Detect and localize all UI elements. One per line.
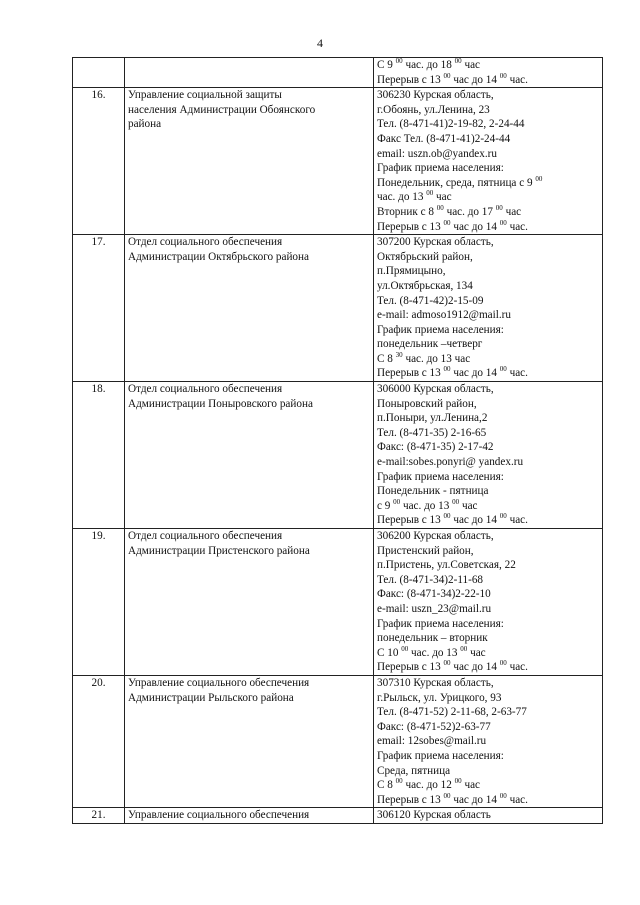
contact-info-line <box>377 250 599 265</box>
contact-info-text: Понедельник, среда, пятница с 9 <box>377 176 536 189</box>
contact-info-line <box>377 190 599 205</box>
contact-info-text: e-mail: uszn_23@mail.ru <box>377 602 492 615</box>
contact-info-text: час. <box>506 661 528 674</box>
contact-info-text: Понедельник - пятница <box>377 485 489 498</box>
contact-info-line <box>377 294 599 309</box>
row-number-cell: 19. <box>73 529 125 676</box>
contact-info-text: 306000 Курская область, <box>377 383 494 396</box>
contact-info-line <box>377 132 599 147</box>
row-number-cell <box>73 58 125 88</box>
time-minutes-superscript: 00 <box>443 71 451 80</box>
contact-info-line <box>377 764 599 779</box>
contact-info-line <box>377 352 599 367</box>
time-minutes-superscript: 00 <box>393 497 401 506</box>
contact-info-line <box>377 264 599 279</box>
contact-info-text: 307200 Курская область, <box>377 236 494 249</box>
contact-info-text: С 8 <box>377 352 396 365</box>
contact-info-text: Факс: (8-471-52)2-63-77 <box>377 720 491 733</box>
time-minutes-superscript: 00 <box>499 659 507 668</box>
contact-info-text: Факс Тел. (8-471-41)2-24-44 <box>377 132 511 145</box>
contact-info-text: e-mail: admoso1912@mail.ru <box>377 309 511 322</box>
contact-info-text: час до 14 <box>450 661 500 674</box>
time-minutes-superscript: 30 <box>395 350 403 359</box>
time-minutes-superscript: 00 <box>454 777 462 786</box>
contact-info-line <box>377 558 599 573</box>
contact-info-line <box>377 720 599 735</box>
contact-info-text: email: uszn.ob@yandex.ru <box>377 147 497 160</box>
contact-info-text: Вторник с 8 <box>377 205 437 218</box>
time-minutes-superscript: 00 <box>499 218 507 227</box>
contact-info-text: Тел. (8-471-35) 2-16-65 <box>377 426 487 439</box>
organization-name-line: Отдел социального обеспечения <box>128 236 283 249</box>
time-minutes-superscript: 00 <box>395 57 403 65</box>
contact-info-text: час <box>467 646 486 659</box>
time-minutes-superscript: 00 <box>452 497 460 506</box>
contact-info-text: Факс: (8-471-34)2-22-10 <box>377 588 491 601</box>
contact-info-text: 307310 Курская область, <box>377 676 494 689</box>
contact-info-text: час. <box>506 73 528 86</box>
organization-name-line: Администрации Пристенского района <box>128 544 310 557</box>
contact-info-text: п.Поныри, ул.Ленина,2 <box>377 412 488 425</box>
contact-info-line <box>377 382 599 397</box>
contact-info-line <box>377 529 599 544</box>
contact-info-line <box>377 279 599 294</box>
time-minutes-superscript: 00 <box>436 203 444 212</box>
contact-info-line <box>377 88 599 103</box>
organization-name-cell <box>125 808 374 824</box>
contact-info-text: час. <box>506 220 528 233</box>
contact-info-line <box>377 587 599 602</box>
contact-info-cell <box>374 88 603 235</box>
contact-info-text: час до 14 <box>450 220 500 233</box>
contact-info-line <box>377 366 599 381</box>
time-minutes-superscript: 00 <box>535 174 543 183</box>
contact-info-text: час до 14 <box>450 367 500 380</box>
contact-info-line <box>377 793 599 808</box>
contact-info-text: 306230 Курская область, <box>377 89 494 102</box>
time-minutes-superscript: 00 <box>499 791 507 800</box>
time-minutes-superscript: 00 <box>443 791 451 800</box>
contact-info-text: час до 14 <box>450 514 500 527</box>
contact-info-cell <box>374 675 603 807</box>
organization-name-line: Администрации Октябрьского района <box>128 250 309 263</box>
row-number-cell: 20. <box>73 675 125 807</box>
table-row <box>73 808 603 824</box>
contact-info-text: час. до 12 <box>402 779 455 792</box>
contact-info-text: час. <box>506 514 528 527</box>
contact-info-line <box>377 660 599 675</box>
contact-info-text: Перерыв с 13 <box>377 514 444 527</box>
contact-info-text: п.Пристень, ул.Советская, 22 <box>377 559 516 572</box>
table-row <box>73 58 603 88</box>
contact-info-line <box>377 58 599 73</box>
contact-info-text: Среда, пятница <box>377 764 451 777</box>
contact-info-line <box>377 455 599 470</box>
row-number-cell: 18. <box>73 382 125 529</box>
organization-name-line: района <box>128 118 162 131</box>
contact-info-text: Перерыв с 13 <box>377 367 444 380</box>
organization-name-cell <box>125 675 374 807</box>
organization-name-line: населения Администрации Обоянского <box>128 103 316 116</box>
contact-info-text: График приема населения: <box>377 162 504 175</box>
table-body <box>73 58 603 824</box>
time-minutes-superscript: 00 <box>499 365 507 374</box>
organization-name-cell <box>125 529 374 676</box>
contact-info-text: Перерыв с 13 <box>377 793 444 806</box>
contact-info-text: час. до 18 <box>402 59 455 71</box>
time-minutes-superscript: 00 <box>460 644 468 653</box>
contact-info-text: ул.Октябрьская, 134 <box>377 279 473 292</box>
row-number-cell: 16. <box>73 88 125 235</box>
time-minutes-superscript: 00 <box>401 644 409 653</box>
contact-info-text: час. до 17 <box>443 205 496 218</box>
contact-info-text: час <box>461 779 481 792</box>
contact-info-text: График приема населения: <box>377 617 504 630</box>
table-row <box>73 88 603 235</box>
organization-name-line: Отдел социального обеспечения <box>128 383 283 396</box>
contact-info-text: e-mail:sobes.ponyri@ yandex.ru <box>377 456 524 469</box>
contact-info-line <box>377 73 599 88</box>
contact-info-line <box>377 176 599 191</box>
contact-info-cell <box>374 808 603 824</box>
time-minutes-superscript: 00 <box>443 512 451 521</box>
contact-info-text: График приема населения: <box>377 323 504 336</box>
contact-info-line <box>377 426 599 441</box>
contact-info-line <box>377 220 599 235</box>
table-row <box>73 382 603 529</box>
contact-info-text: Перерыв с 13 <box>377 220 444 233</box>
contact-info-text: 306200 Курская область, <box>377 530 494 542</box>
contact-info-line <box>377 631 599 646</box>
contact-info-line <box>377 235 599 250</box>
contact-info-line <box>377 161 599 176</box>
contact-info-cell <box>374 382 603 529</box>
contact-info-text: С 9 <box>377 59 396 71</box>
contact-info-text: Пристенский район, <box>377 544 474 557</box>
contact-info-text: час. до 13 <box>400 499 453 512</box>
contact-info-text: Тел. (8-471-41)2-19-82, 2-24-44 <box>377 118 525 131</box>
contact-info-line <box>377 544 599 559</box>
contact-info-text: час. <box>506 793 528 806</box>
organization-name-line: Управление социального обеспечения <box>128 676 310 689</box>
contact-info-text: Тел. (8-471-34)2-11-68 <box>377 573 484 586</box>
time-minutes-superscript: 00 <box>443 365 451 374</box>
contact-info-text: г.Рыльск, ул. Урицкого, 93 <box>377 691 502 704</box>
contact-info-line <box>377 602 599 617</box>
organization-name-cell <box>125 382 374 529</box>
row-number-cell: 21. <box>73 808 125 824</box>
organization-name-line: Отдел социального обеспечения <box>128 530 283 542</box>
contact-info-text: час <box>461 59 481 71</box>
table-row <box>73 675 603 807</box>
contact-info-text: Тел. (8-471-52) 2-11-68, 2-63-77 <box>377 706 527 719</box>
organization-name-cell <box>125 58 374 88</box>
time-minutes-superscript: 00 <box>443 659 451 668</box>
contact-info-line <box>377 808 599 823</box>
row-number-cell: 17. <box>73 235 125 382</box>
contact-info-line <box>377 705 599 720</box>
contact-info-line <box>377 778 599 793</box>
contact-info-line <box>377 205 599 220</box>
contact-info-text: email: 12sobes@mail.ru <box>377 735 487 748</box>
contact-info-cell <box>374 235 603 382</box>
organization-name-cell <box>125 235 374 382</box>
contact-info-text: час <box>459 499 478 512</box>
time-minutes-superscript: 00 <box>395 777 403 786</box>
organizations-table <box>72 57 603 824</box>
table-row <box>73 529 603 676</box>
contact-info-line <box>377 513 599 528</box>
time-minutes-superscript: 00 <box>426 189 434 198</box>
contact-info-text: час. до 13 <box>377 191 427 204</box>
contact-info-text: понедельник – вторник <box>377 632 488 645</box>
contact-info-line <box>377 676 599 691</box>
contact-info-text: Перерыв с 13 <box>377 661 444 674</box>
contact-info-text: понедельник –четверг <box>377 338 483 351</box>
contact-info-line <box>377 691 599 706</box>
contact-info-line <box>377 484 599 499</box>
contact-info-text: час. до 13 час <box>402 352 471 365</box>
contact-info-text: час. <box>506 367 528 380</box>
time-minutes-superscript: 00 <box>499 512 507 521</box>
contact-info-text: г.Обоянь, ул.Ленина, 23 <box>377 103 490 116</box>
contact-info-line <box>377 147 599 162</box>
contact-info-line <box>377 337 599 352</box>
contact-info-text: час <box>502 205 522 218</box>
contact-info-text: час до 14 <box>450 793 500 806</box>
organization-name-cell <box>125 88 374 235</box>
contact-info-text: Перерыв с 13 <box>377 73 444 86</box>
contact-info-text: График приема населения: <box>377 749 504 762</box>
organization-name-line: Управление социального обеспечения <box>128 809 310 822</box>
contact-info-text: п.Прямицыно, <box>377 265 446 278</box>
contact-info-line <box>377 749 599 764</box>
contact-info-line <box>377 617 599 632</box>
contact-info-text: С 10 <box>377 646 402 659</box>
page-number: 4 <box>317 36 323 50</box>
contact-info-line <box>377 499 599 514</box>
contact-info-text: час <box>433 191 452 204</box>
contact-info-line <box>377 103 599 118</box>
organization-name-line: Администрации Поныровского района <box>128 397 313 410</box>
contact-info-cell <box>374 58 603 88</box>
contact-info-line <box>377 734 599 749</box>
table-row <box>73 235 603 382</box>
time-minutes-superscript: 00 <box>495 203 503 212</box>
contact-info-line <box>377 308 599 323</box>
time-minutes-superscript: 00 <box>499 71 507 80</box>
time-minutes-superscript: 00 <box>443 218 451 227</box>
contact-info-text: Поныровский район, <box>377 397 477 410</box>
organization-name-line: Администрации Рыльского района <box>128 691 294 704</box>
contact-info-line <box>377 323 599 338</box>
contact-info-text: График приема населения: <box>377 470 504 483</box>
contact-info-text: с 9 <box>377 499 394 512</box>
contact-info-line <box>377 117 599 132</box>
contact-info-text: С 8 <box>377 779 396 792</box>
time-minutes-superscript: 00 <box>454 57 462 65</box>
contact-info-line <box>377 573 599 588</box>
contact-info-line <box>377 397 599 412</box>
contact-info-line <box>377 646 599 661</box>
contact-info-line <box>377 440 599 455</box>
contact-info-cell <box>374 529 603 676</box>
contact-info-text: 306120 Курская область <box>377 809 491 822</box>
contact-info-text: Октябрьский район, <box>377 250 473 263</box>
contact-info-text: час. до 13 <box>408 646 461 659</box>
contact-info-text: Тел. (8-471-42)2-15-09 <box>377 294 484 307</box>
contact-info-line <box>377 411 599 426</box>
contact-info-text: Факс: (8-471-35) 2-17-42 <box>377 441 494 454</box>
contact-info-line <box>377 470 599 485</box>
contact-info-text: час до 14 <box>450 73 500 86</box>
organization-name-line: Управление социальной защиты <box>128 89 282 102</box>
